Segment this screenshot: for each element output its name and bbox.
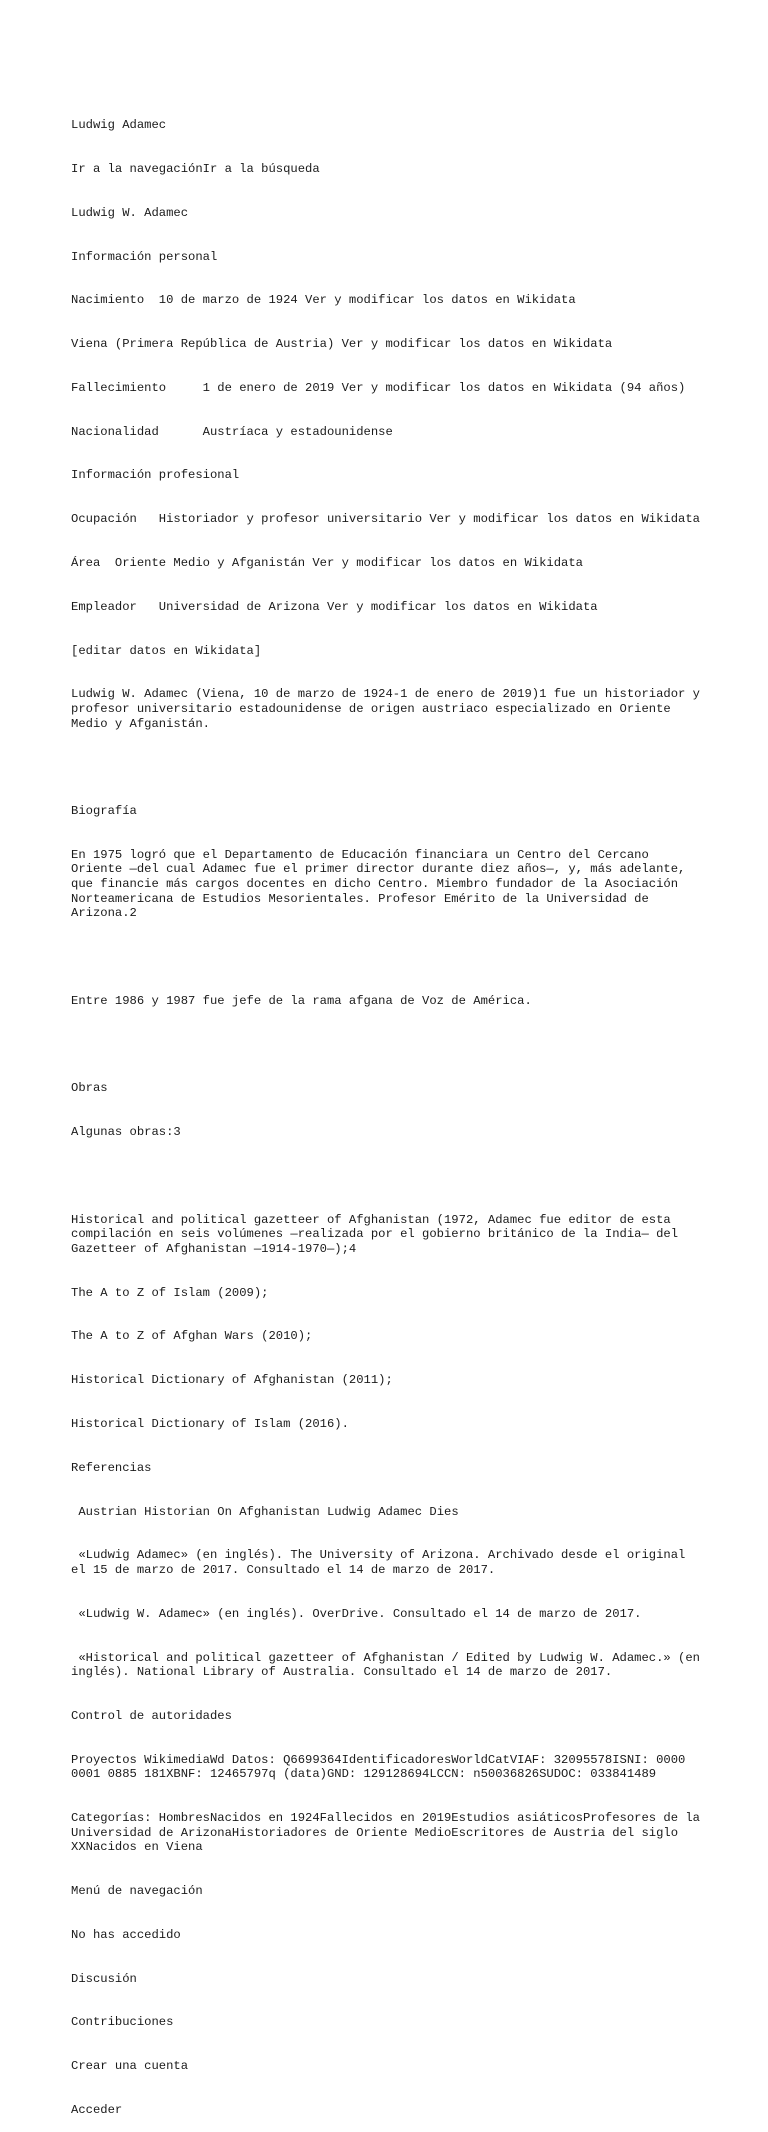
- nav-link-talk[interactable]: Discusión: [71, 1971, 137, 1986]
- works-item: Historical and political gazetteer of Afghanistan (1972, Adamec fue editor de esta compilación en seis volúmenes —realizada por el gobierno británico de la India— del Gazetteer of Afghanistan —1914-1970—);4: [71, 1212, 686, 1256]
- infobox-employer: Empleador Universidad de Arizona Ver y modificar los datos en Wikidata: [71, 599, 598, 614]
- infobox-death: Fallecimiento 1 de enero de 2019 Ver y modificar los datos en Wikidata (94 años): [71, 380, 686, 395]
- skip-links[interactable]: Ir a la navegaciónIr a la búsqueda: [71, 161, 320, 176]
- spacer: [71, 950, 701, 965]
- infobox-nationality: Nacionalidad Austríaca y estadounidense: [71, 424, 393, 439]
- authority-identifiers[interactable]: Proyectos WikimediaWd Datos: Q6699364IdentificadoresWorldCatVIAF: 32095578ISNI: 0000 0001 0885 181XBNF: 12465797q (data)GND: 129128694LCCN: n50036826SUDOC: 033841489: [71, 1752, 693, 1782]
- biography-heading: Biografía: [71, 804, 137, 819]
- nav-link-contributions[interactable]: Contribuciones: [71, 2015, 174, 2030]
- authority-heading: Control de autoridades: [71, 1708, 232, 1723]
- references-heading: Referencias: [71, 1460, 152, 1475]
- infobox-section-professional: Información profesional: [71, 468, 240, 483]
- infobox-area: Área Oriente Medio y Afganistán Ver y modificar los datos en Wikidata: [71, 556, 583, 570]
- infobox-name: Ludwig W. Adamec: [71, 205, 189, 220]
- works-item: Historical Dictionary of Afghanistan (2011);: [71, 1373, 393, 1388]
- edit-wikidata-link[interactable]: [editar datos en Wikidata]: [71, 643, 262, 658]
- nav-link-create-account[interactable]: Crear una cuenta: [71, 2059, 189, 2074]
- document-text: [71, 89, 708, 2132]
- biography-paragraph: En 1975 logró que el Departamento de Educación financiara un Centro del Cercano Oriente —del cual Adamec fue el primer director durante diez años—, y, más adelante, que financie más cargos docentes en dicho Centro. Miembro fundador de la Asociación Norteamericana de Estudios Mesorientales. Profesor Emérito de la Universidad de Arizona.2: [71, 847, 693, 921]
- navigation-menu-heading: Menú de navegación: [71, 1884, 203, 1899]
- reference-item[interactable]: Austrian Historian On Afghanistan Ludwig Adamec Dies: [71, 1504, 459, 1519]
- works-item: The A to Z of Afghan Wars (2010);: [71, 1329, 313, 1344]
- spacer: [71, 1169, 701, 1184]
- reference-item[interactable]: «Ludwig W. Adamec» (en inglés). OverDrive. Consultado el 14 de marzo de 2017.: [71, 1606, 642, 1621]
- works-item: Historical Dictionary of Islam (2016).: [71, 1417, 349, 1432]
- works-intro: Algunas obras:3: [71, 1125, 181, 1140]
- biography-paragraph: Entre 1986 y 1987 fue jefe de la rama afgana de Voz de América.: [71, 993, 532, 1008]
- intro-paragraph: Ludwig W. Adamec (Viena, 10 de marzo de 1924-1 de enero de 2019)1 fue un historiador y profesor universitario estadounidense de origen austriaco especializado en Oriente Medio y Afganistán.: [71, 687, 708, 731]
- infobox-birth: Nacimiento 10 de marzo de 1924 Ver y modificar los datos en Wikidata: [71, 293, 576, 308]
- works-item: The A to Z of Islam (2009);: [71, 1285, 269, 1300]
- infobox-section-personal: Información personal: [71, 249, 218, 264]
- nav-link-login[interactable]: Acceder: [71, 2102, 123, 2117]
- reference-item[interactable]: «Historical and political gazetteer of Afghanistan / Edited by Ludwig W. Adamec.» (en inglés). National Library of Australia. Consultado el 14 de marzo de 2017.: [71, 1650, 708, 1680]
- categories-list[interactable]: Categorías: HombresNacidos en 1924Fallecidos en 2019Estudios asiáticosProfesores de la Universidad de ArizonaHistoriadores de Oriente MedioEscritores de Austria del siglo XXNacidos en Viena: [71, 1811, 708, 1855]
- works-heading: Obras: [71, 1081, 108, 1096]
- spacer: [71, 760, 701, 775]
- nav-status-not-logged-in: No has accedido: [71, 1927, 181, 1942]
- infobox-birth-place: Viena (Primera República de Austria) Ver y modificar los datos en Wikidata: [71, 337, 613, 352]
- spacer: [71, 1038, 701, 1053]
- reference-item[interactable]: «Ludwig Adamec» (en inglés). The University of Arizona. Archivado desde el original el 15 de marzo de 2017. Consultado el 14 de marzo de 2017.: [71, 1548, 693, 1577]
- page-title: Ludwig Adamec: [71, 118, 167, 133]
- infobox-occupation: Ocupación Historiador y profesor universitario Ver y modificar los datos en Wikidata: [71, 512, 700, 527]
